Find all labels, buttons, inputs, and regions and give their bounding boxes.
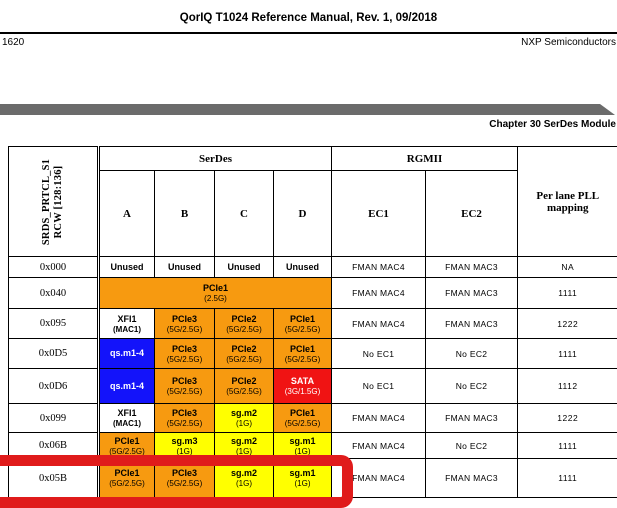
ec2-cell: No EC2: [426, 339, 518, 369]
ec2-cell: FMAN MAC3: [426, 459, 518, 498]
lane-a-cell: qs.m1-4: [99, 369, 155, 404]
ec2-cell: FMAN MAC3: [426, 257, 518, 278]
ec2-cell: No EC2: [426, 433, 518, 459]
pll-cell: 1111: [518, 278, 617, 309]
ec1-cell: No EC1: [332, 339, 426, 369]
protocol-value: 0x095: [9, 309, 99, 339]
document-title: QorIQ T1024 Reference Manual, Rev. 1, 09/2018: [0, 12, 617, 24]
pll-cell: 1112: [518, 369, 617, 404]
chapter-divider-bar: [0, 104, 615, 115]
pll-cell: 1111: [518, 339, 617, 369]
serdes-protocol-table: [8, 146, 617, 498]
table-row: [9, 309, 617, 339]
table-row: [9, 278, 617, 309]
rotated-header: [9, 190, 97, 214]
pll-cell: 1111: [518, 433, 617, 459]
corner-header-line1: SRDS_PRTCL_S1: [41, 158, 53, 244]
lane-c-cell: PCIe2 (5G/2.5G): [215, 339, 274, 369]
lane-d-cell: sg.m1 (1G): [274, 459, 332, 498]
lane-d-cell: Unused: [274, 257, 332, 278]
lane-b-header: B: [155, 171, 215, 257]
ec1-cell: FMAN MAC4: [332, 404, 426, 433]
pll-mapping-header: Per lane PLL mapping: [518, 147, 617, 257]
header-rule: [0, 32, 617, 34]
ec1-cell: FMAN MAC4: [332, 278, 426, 309]
table-row: [9, 339, 617, 369]
protocol-value: 0x05B: [9, 459, 99, 498]
protocol-value: 0x0D5: [9, 339, 99, 369]
table-row-highlighted: [9, 459, 617, 498]
lane-c-cell: PCIe2 (5G/2.5G): [215, 309, 274, 339]
merged-lane-cell: PCIe1 (2.5G): [99, 278, 332, 309]
table-row: [9, 369, 617, 404]
ec1-cell: FMAN MAC4: [332, 433, 426, 459]
lane-d-cell: SATA (3G/1.5G): [274, 369, 332, 404]
lane-b-cell: PCIe3 (5G/2.5G): [155, 369, 215, 404]
ec2-cell: FMAN MAC3: [426, 404, 518, 433]
table-header-row-groups: [9, 147, 617, 171]
lane-d-cell: PCIe1 (5G/2.5G): [274, 339, 332, 369]
table-row: [9, 404, 617, 433]
lane-d-cell: PCIe1 (5G/2.5G): [274, 404, 332, 433]
lane-c-cell: Unused: [215, 257, 274, 278]
protocol-value: 0x000: [9, 257, 99, 278]
lane-a-cell: PCIe1 (5G/2.5G): [99, 459, 155, 498]
chapter-label: Chapter 30 SerDes Module: [489, 119, 616, 130]
pll-cell: 1222: [518, 404, 617, 433]
protocol-value: 0x06B: [9, 433, 99, 459]
lane-b-cell: PCIe3 (5G/2.5G): [155, 339, 215, 369]
lane-b-cell: Unused: [155, 257, 215, 278]
corner-header-line2: RCW [128:136]: [53, 158, 65, 244]
lane-c-header: C: [215, 171, 274, 257]
protocol-value: 0x040: [9, 278, 99, 309]
lane-c-cell: sg.m2 (1G): [215, 404, 274, 433]
lane-b-cell: PCIe3 (5G/2.5G): [155, 309, 215, 339]
protocol-value: 0x0D6: [9, 369, 99, 404]
pll-cell: 1111: [518, 459, 617, 498]
ec1-cell: FMAN MAC4: [332, 257, 426, 278]
lane-b-cell: PCIe3 (5G/2.5G): [155, 404, 215, 433]
lane-c-cell: sg.m2 (1G): [215, 433, 274, 459]
lane-d-header: D: [274, 171, 332, 257]
table-row: [9, 257, 617, 278]
lane-a-cell: XFI1 (MAC1): [99, 404, 155, 433]
ec1-cell: FMAN MAC4: [332, 459, 426, 498]
lane-d-cell: sg.m1 (1G): [274, 433, 332, 459]
table-row: [9, 433, 617, 459]
ec1-cell: No EC1: [332, 369, 426, 404]
ec1-header: EC1: [332, 171, 426, 257]
lane-a-cell: PCIe1 (5G/2.5G): [99, 433, 155, 459]
lane-c-cell: sg.m2 (1G): [215, 459, 274, 498]
serdes-group-header: SerDes: [99, 147, 332, 171]
lane-b-cell: sg.m3 (1G): [155, 433, 215, 459]
lane-d-cell: PCIe1 (5G/2.5G): [274, 309, 332, 339]
corner-header-cell: [9, 147, 99, 257]
pll-cell: 1222: [518, 309, 617, 339]
lane-a-cell: XFI1 (MAC1): [99, 309, 155, 339]
ec2-cell: No EC2: [426, 369, 518, 404]
ec2-cell: FMAN MAC3: [426, 278, 518, 309]
ec2-cell: FMAN MAC3: [426, 309, 518, 339]
rgmii-group-header: RGMII: [332, 147, 518, 171]
ec2-header: EC2: [426, 171, 518, 257]
lane-b-cell: PCIe3 (5G/2.5G): [155, 459, 215, 498]
lane-a-cell: qs.m1-4: [99, 339, 155, 369]
lane-c-cell: PCIe2 (5G/2.5G): [215, 369, 274, 404]
protocol-value: 0x099: [9, 404, 99, 433]
lane-a-cell: Unused: [99, 257, 155, 278]
pll-cell: NA: [518, 257, 617, 278]
lane-a-header: A: [99, 171, 155, 257]
publisher-name: NXP Semiconductors: [521, 37, 616, 48]
page-number: 1620: [2, 37, 24, 48]
ec1-cell: FMAN MAC4: [332, 309, 426, 339]
